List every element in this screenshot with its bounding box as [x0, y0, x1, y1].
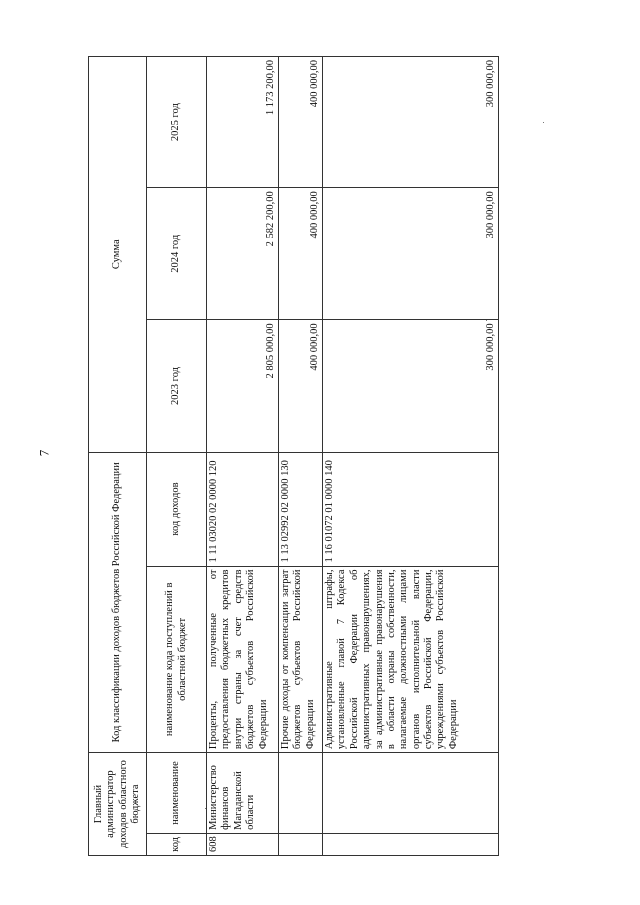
admin-name-header: наименование: [147, 753, 207, 834]
admin-code-cell: [323, 833, 499, 855]
admin-group-header: Главный администратор доходов областного бюджета: [89, 753, 147, 856]
revenue-code-cell: 1 11 03020 02 0000 120: [207, 452, 279, 566]
sum-2023-cell: 400 000,00: [279, 320, 323, 452]
header-row-2: [147, 57, 207, 856]
admin-name-cell: [279, 753, 323, 834]
year-2024-header: 2024 год: [147, 188, 207, 320]
classification-group-header: Код классификации доходов бюджетов Российской Федерации: [89, 452, 147, 753]
table-row: [279, 57, 323, 856]
admin-code-header: код: [147, 833, 207, 855]
revenue-code-header: код доходов: [147, 452, 207, 566]
rotated-table-container: [88, 56, 496, 856]
page-number: 7: [36, 449, 52, 457]
admin-code-cell: [279, 833, 323, 855]
sum-2023-cell: 300 000,00: [323, 320, 499, 452]
revenue-name-cell: Административные штрафы, установленные главой 7 Кодекса Российской Федерации об административных правонарушениях, за административные правонарушения в области охраны собственности, налагаемые должностными лицами органов исполнительной власти субъектов Российской Федерации, учреждениями субъектов Российской Федерации: [323, 566, 499, 753]
admin-code-cell: 608: [207, 833, 279, 855]
table-row: [323, 57, 499, 856]
table-row: [207, 57, 279, 856]
admin-name-cell: [323, 753, 499, 834]
year-2023-header: 2023 год: [147, 320, 207, 452]
sum-2023-cell: 2 805 000,00: [207, 320, 279, 452]
header-row-1: [89, 57, 147, 856]
revenue-name-cell: Прочие доходы от компенсации затрат бюджетов субъектов Российской Федерации: [279, 566, 323, 753]
revenue-code-cell: 1 13 02992 02 0000 130: [279, 452, 323, 566]
sum-2025-cell: 1 173 200,00: [207, 57, 279, 188]
scan-speck: [205, 808, 206, 809]
admin-name-cell: Министерство финансов Магаданской области: [207, 753, 279, 834]
sum-2024-cell: 2 582 200,00: [207, 188, 279, 320]
scan-speck: [543, 122, 544, 123]
sum-group-header: Сумма: [89, 57, 147, 453]
revenue-name-header: наименование кода поступлений в областной бюджет: [147, 566, 207, 753]
revenue-code-cell: 1 16 01072 01 0000 140: [323, 452, 499, 566]
year-2025-header: 2025 год: [147, 57, 207, 188]
sum-2025-cell: 300 000,00: [323, 57, 499, 188]
sum-2024-cell: 400 000,00: [279, 188, 323, 320]
sum-2025-cell: 400 000,00: [279, 57, 323, 188]
revenue-table: [88, 56, 499, 856]
sum-2024-cell: 300 000,00: [323, 188, 499, 320]
scan-speck: [486, 320, 487, 321]
revenue-name-cell: Проценты, полученные от предоставления бюджетных кредитов внутри страны за счет средств бюджетов субъектов Российской Федерации: [207, 566, 279, 753]
